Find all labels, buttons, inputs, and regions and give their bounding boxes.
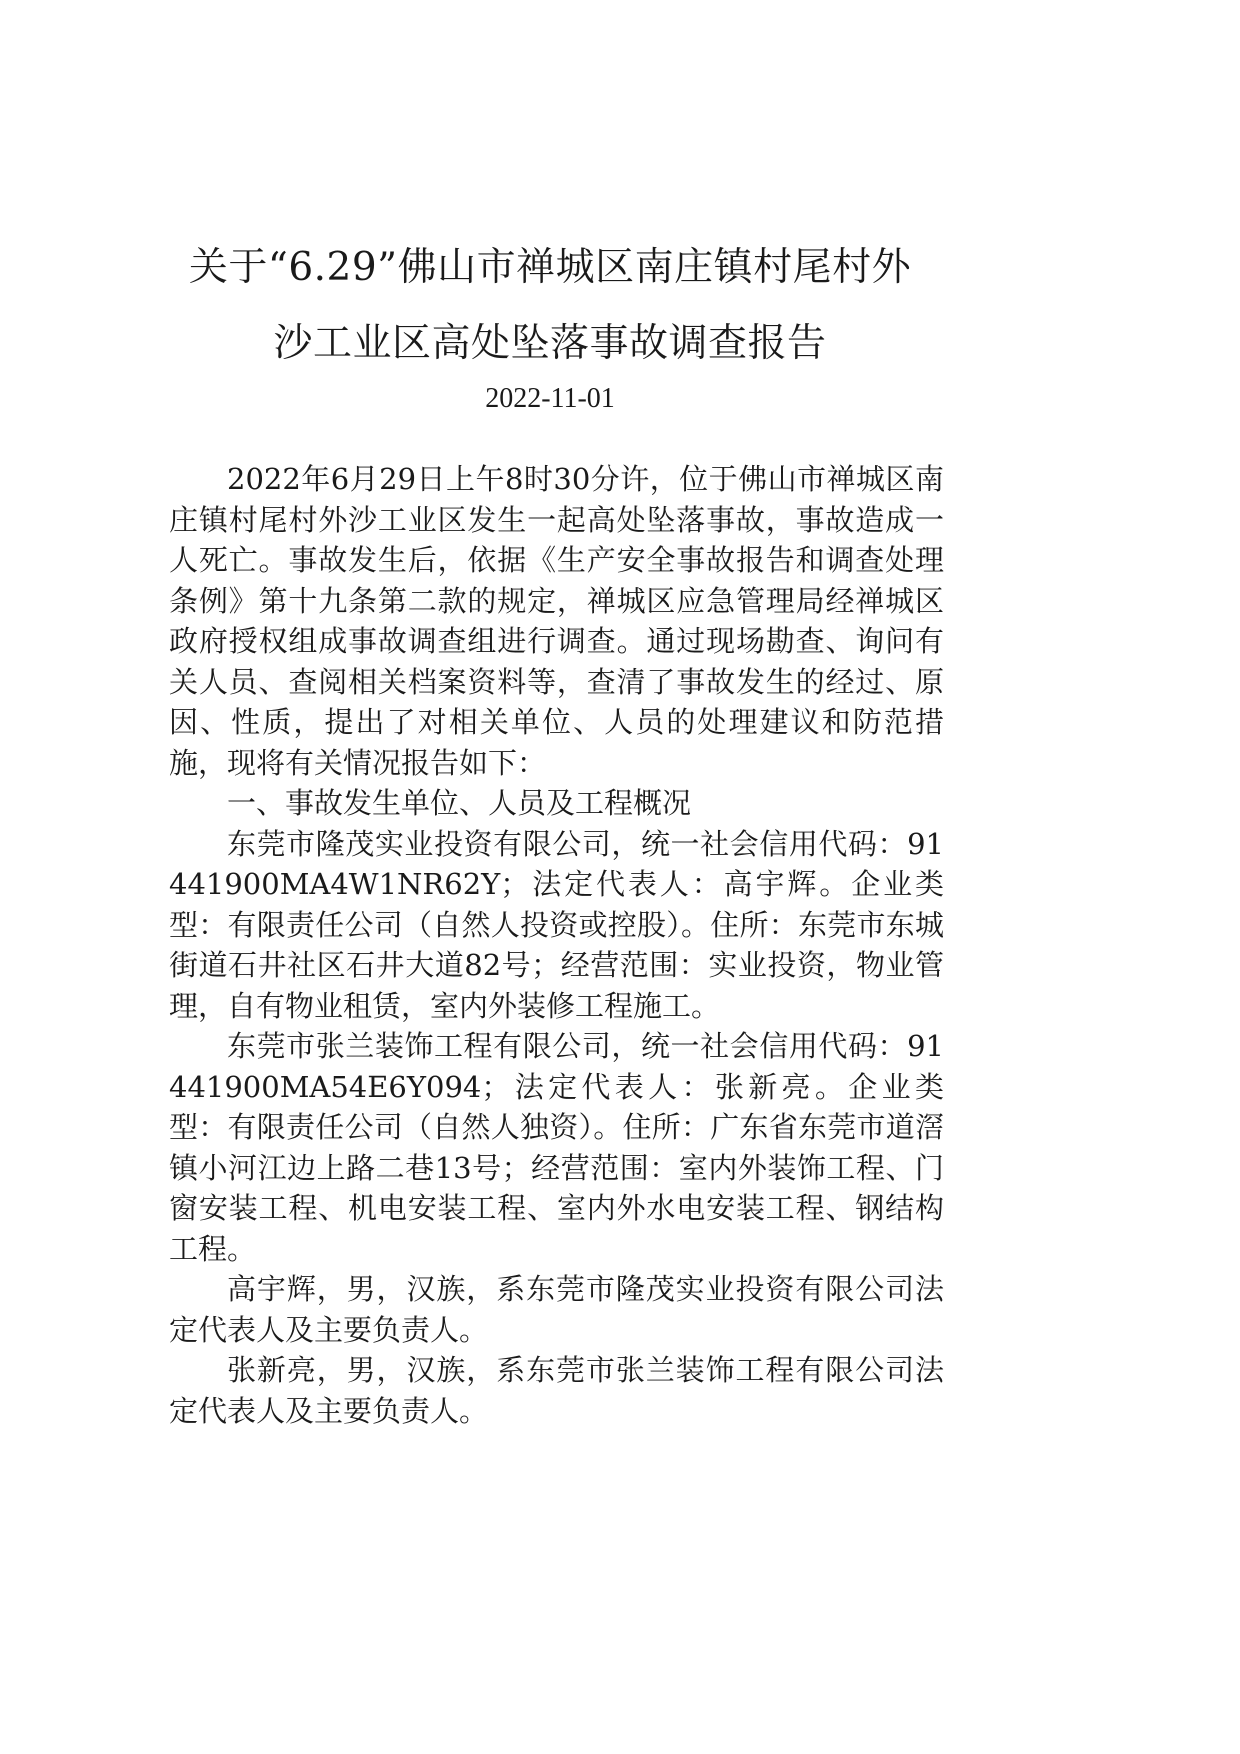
section-heading-1: 一、事故发生单位、人员及工程概况 bbox=[227, 786, 692, 820]
document-title bbox=[100, 230, 1000, 382]
document-body bbox=[169, 459, 944, 1431]
paragraph-company-longmao: 东莞市隆茂实业投资有限公司，统一社会信用代码：91441900MA4W1NR62Y；法定代表人：高宇辉。企业类型：有限责任公司（自然人投资或控股）。住所：东莞市东城街道石井社区石井大道82号；经营范围：实业投资，物业管理，自有物业租赁，室内外装修工程施工。 bbox=[169, 826, 944, 1023]
title-line-2: 沙工业区高处坠落事故调查报告 bbox=[273, 321, 827, 366]
paragraph-person-zhang: 张新亮，男，汉族，系东莞市张兰装饰工程有限公司法定代表人及主要负责人。 bbox=[169, 1353, 944, 1428]
document-date: 2022-11-01 bbox=[485, 383, 615, 414]
title-line-1: 关于“6.29”佛山市禅城区南庄镇村尾村外 bbox=[188, 245, 912, 290]
paragraph-intro: 2022年6月29日上午8时30分许，位于佛山市禅城区南庄镇村尾村外沙工业区发生一起高处坠落事故，事故造成一人死亡。事故发生后，依据《生产安全事故报告和调查处理条例》第十九条第二款的规定，禅城区应急管理局经禅城区政府授权组成事故调查组进行调查。通过现场勘查、询问有关人员、查阅相关档案资料等，查清了事故发生的经过、原因、性质，提出了对相关单位、人员的处理建议和防范措施，现将有关情况报告如下： bbox=[169, 462, 944, 780]
paragraph-company-zhanglan: 东莞市张兰装饰工程有限公司，统一社会信用代码：91441900MA54E6Y094；法定代表人：张新亮。企业类型：有限责任公司（自然人独资）。住所：广东省东莞市道滘镇小河江边上路二巷13号；经营范围：室内外装饰工程、门窗安装工程、机电安装工程、室内外水电安装工程、钢结构工程。 bbox=[169, 1029, 944, 1266]
paragraph-person-gao: 高宇辉，男，汉族，系东莞市隆茂实业投资有限公司法定代表人及主要负责人。 bbox=[169, 1272, 944, 1347]
